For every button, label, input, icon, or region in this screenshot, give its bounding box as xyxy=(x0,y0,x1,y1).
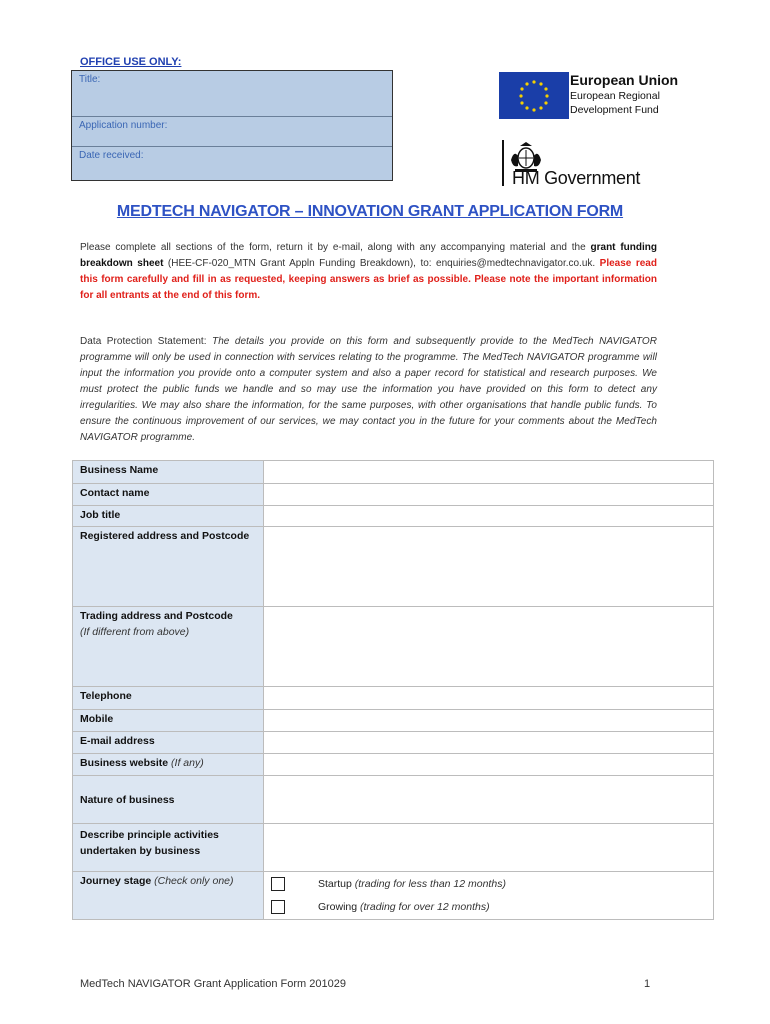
telephone-field[interactable] xyxy=(264,687,714,710)
application-form-table xyxy=(72,460,714,920)
registered-address-field[interactable] xyxy=(264,527,714,607)
funding-sheet-reference: grant funding breakdown sheet xyxy=(80,242,657,269)
telephone-label: Telephone xyxy=(73,687,264,710)
office-use-box xyxy=(71,70,393,181)
office-title-field[interactable]: Title: xyxy=(79,74,101,85)
journey-stage-label: Journey stage (Check only one) xyxy=(73,872,264,920)
eu-line3: Development Fund xyxy=(570,104,659,116)
growing-checkbox[interactable] xyxy=(271,900,285,914)
activities-field[interactable] xyxy=(264,824,714,872)
nature-field[interactable] xyxy=(264,776,714,824)
activities-label: Describe principle activities undertaken by business xyxy=(73,824,264,872)
startup-checkbox[interactable] xyxy=(271,877,285,891)
contact-name-label: Contact name xyxy=(73,484,264,506)
website-field[interactable] xyxy=(264,754,714,776)
job-title-label: Job title xyxy=(73,506,264,527)
startup-option[interactable]: Startup (trading for less than 12 months) xyxy=(271,872,706,895)
email-field[interactable] xyxy=(264,732,714,754)
business-name-field[interactable] xyxy=(264,461,714,484)
trading-address-label: Trading address and Postcode (If different from above) xyxy=(73,607,264,687)
hm-divider xyxy=(502,140,504,186)
office-date-received-field[interactable]: Date received: xyxy=(72,146,392,180)
journey-stage-options xyxy=(264,872,714,920)
page-title: MEDTECH NAVIGATOR – INNOVATION GRANT APPLICATION FORM xyxy=(116,203,624,220)
website-label: Business website (If any) xyxy=(73,754,264,776)
eu-flag-logo xyxy=(499,72,569,119)
warning-text: Please read this form carefully and fill in as requested, keeping answers as brief as possible. Please note the important information for all entrants at the end of this form. xyxy=(80,258,657,301)
office-application-number-field[interactable]: Application number: xyxy=(72,116,392,146)
eu-line2: European Regional xyxy=(570,90,660,102)
hm-government-text: HM Government xyxy=(512,168,641,188)
trading-address-field[interactable] xyxy=(264,607,714,687)
business-name-label: Business Name xyxy=(73,461,264,484)
registered-address-label: Registered address and Postcode xyxy=(73,527,264,607)
footer-text: MedTech NAVIGATOR Grant Application Form 201029 xyxy=(80,978,346,990)
contact-name-field[interactable] xyxy=(264,484,714,506)
mobile-label: Mobile xyxy=(73,710,264,732)
eu-funding-text xyxy=(570,72,678,117)
eu-title: European Union xyxy=(570,72,679,88)
page-number: 1 xyxy=(644,978,651,990)
data-protection-statement: Data Protection Statement: The details you provide on this form and subsequently provide to the MedTech NAVIGATOR programme will only be used in connection with services relating to the programme. The MedTech NAVIGATOR programme will input the information you provide onto a computer system and also a paper record for statistical and research purposes. We must protect the public funds we handle and so may use the information you have provided on this form to detect any irregularities. We may also share the information, for the same purposes, with other organisations that handle public funds. To ensure the continuous improvement of our services, we may contact you in the future for your comments about the MedTech NAVIGATOR programme. xyxy=(80,336,657,443)
office-use-heading: OFFICE USE ONLY: xyxy=(80,56,182,68)
job-title-field[interactable] xyxy=(264,506,714,527)
growing-option[interactable]: Growing (trading for over 12 months) xyxy=(271,895,706,918)
mobile-field[interactable] xyxy=(264,710,714,732)
intro-paragraph: Please complete all sections of the form, return it by e-mail, along with any accompanying material and the grant funding breakdown sheet (HEE-CF-020_MTN Grant Appln Funding Breakdown), to: enquiries@medtechnavigator.co.uk. Please read this form carefully and fill in as requested, keeping answers as brief as possible. Please note the important information for all entrants at the end of this form. xyxy=(80,242,657,301)
email-label: E-mail address xyxy=(73,732,264,754)
nature-label: Nature of business xyxy=(73,776,264,824)
